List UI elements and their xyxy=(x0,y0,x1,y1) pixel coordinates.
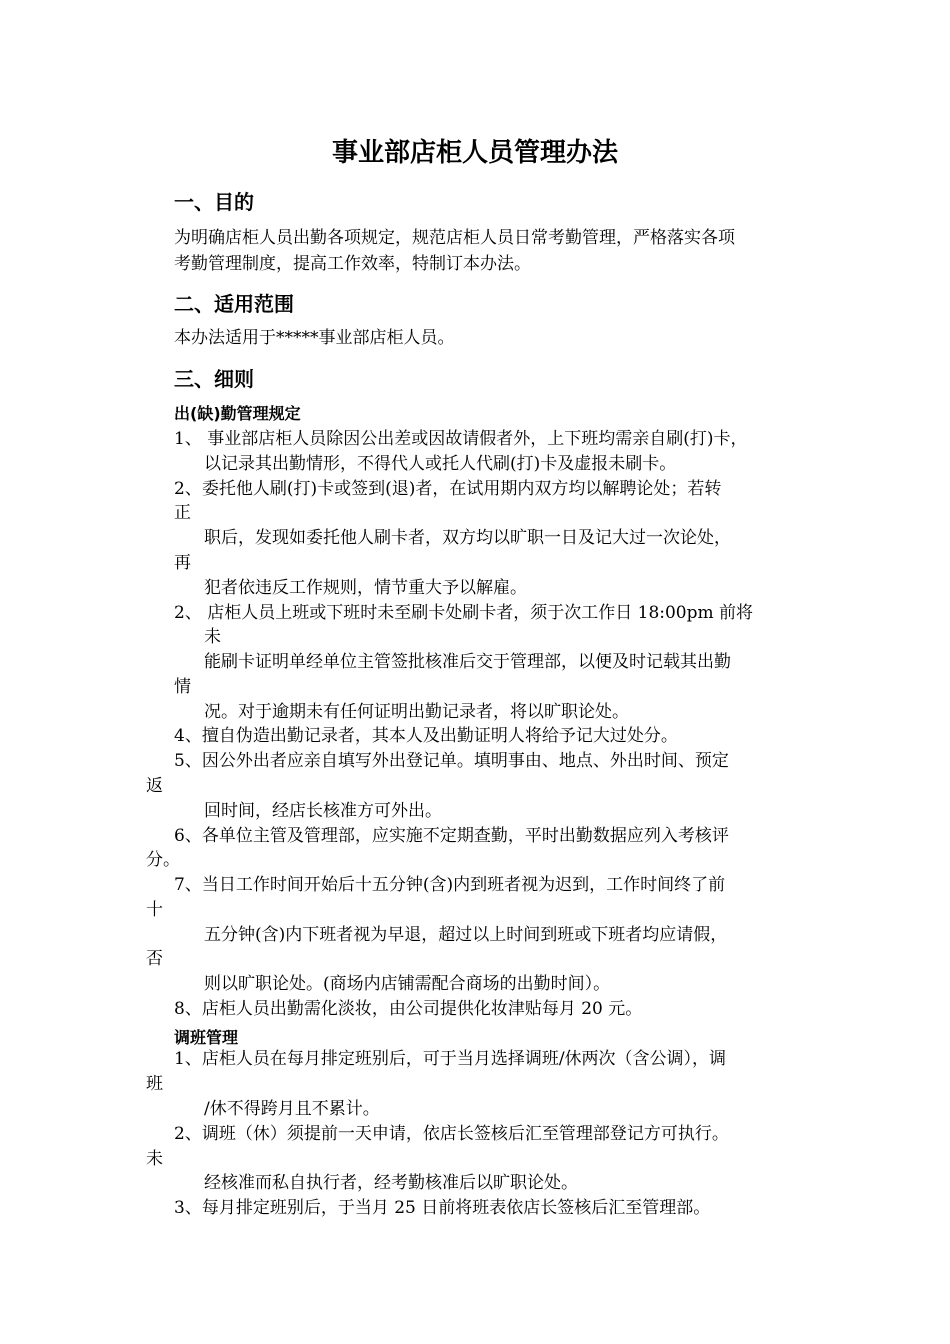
list-line: 以记录其出勤情形，不得代人或托人代刷(打)卡及虚报未刷卡。 xyxy=(204,454,677,474)
list-line: 1、 事业部店柜人员除因公出差或因故请假者外，上下班均需亲自刷(打)卡， xyxy=(174,429,748,449)
list-line: 2、调班（休）须提前一天申请，依店长签核后汇至管理部登记方可执行。 xyxy=(174,1124,729,1144)
list-line: 1、店柜人员在每月排定班别后，可于当月选择调班/休两次（含公调），调 xyxy=(174,1049,727,1069)
subheading-shift: 调班管理 xyxy=(174,1028,239,1047)
list-line: 班 xyxy=(146,1074,163,1094)
paragraph-line: 考勤管理制度，提高工作效率，特制订本办法。 xyxy=(174,254,531,274)
list-line: 正 xyxy=(174,503,191,523)
list-line: 未 xyxy=(146,1149,163,1169)
list-line: 回时间，经店长核准方可外出。 xyxy=(204,801,442,821)
list-line: 况。对于逾期未有任何证明出勤记录者，将以旷职论处。 xyxy=(204,702,629,722)
page-title: 事业部店柜人员管理办法 xyxy=(331,138,618,168)
list-line: 分。 xyxy=(146,850,180,870)
paragraph-line: 本办法适用于*****事业部店柜人员。 xyxy=(174,328,455,348)
list-line: 3、每月排定班别后，于当月 25 日前将班表依店长签核后汇至管理部。 xyxy=(174,1198,711,1218)
list-line: 十 xyxy=(146,900,163,920)
list-line: 犯者依违反工作规则，情节重大予以解雇。 xyxy=(204,578,527,598)
list-line: 4、擅自伪造出勤记录者，其本人及出勤证明人将给予记大过处分。 xyxy=(174,726,678,746)
list-line: 五分钟(含)内下班者视为早退，超过以上时间到班或下班者均应请假， xyxy=(204,925,728,945)
list-line: 再 xyxy=(174,553,191,573)
list-line: 经核准而私自执行者，经考勤核准后以旷职论处。 xyxy=(204,1173,578,1193)
list-line: 能刷卡证明单经单位主管签批核准后交于管理部，以便及时记载其出勤 xyxy=(204,652,731,672)
list-line: 8、店柜人员出勤需化淡妆，由公司提供化妆津贴每月 20 元。 xyxy=(174,999,643,1019)
list-line: 否 xyxy=(146,949,163,969)
paragraph-line: 为明确店柜人员出勤各项规定，规范店柜人员日常考勤管理，严格落实各项 xyxy=(174,228,735,248)
list-line: 2、 店柜人员上班或下班时未至刷卡处刷卡者，须于次工作日 18:00pm 前将 xyxy=(174,603,754,623)
list-line: 6、各单位主管及管理部，应实施不定期查勤，平时出勤数据应列入考核评 xyxy=(174,826,729,846)
list-line: /休不得跨月且不累计。 xyxy=(204,1099,380,1119)
section-heading-purpose: 一、目的 xyxy=(174,190,254,214)
list-line: 职后，发现如委托他人刷卡者，双方均以旷职一日及记大过一次论处， xyxy=(204,528,731,548)
list-line: 未 xyxy=(204,627,221,647)
list-line: 7、当日工作时间开始后十五分钟(含)内到班者视为迟到，工作时间终了前 xyxy=(174,875,726,895)
subheading-attendance: 出(缺)勤管理规定 xyxy=(174,404,301,423)
list-line: 情 xyxy=(174,677,191,697)
list-line: 5、因公外出者应亲自填写外出登记单。填明事由、地点、外出时间、预定 xyxy=(174,751,729,771)
section-heading-rules: 三、细则 xyxy=(174,367,254,391)
section-heading-scope: 二、适用范围 xyxy=(174,292,294,316)
list-line: 返 xyxy=(146,776,163,796)
list-line: 则以旷职论处。(商场内店铺需配合商场的出勤时间）。 xyxy=(204,974,611,994)
list-line: 2、委托他人刷(打)卡或签到(退)者，在试用期内双方均以解聘论处；若转 xyxy=(174,479,722,499)
